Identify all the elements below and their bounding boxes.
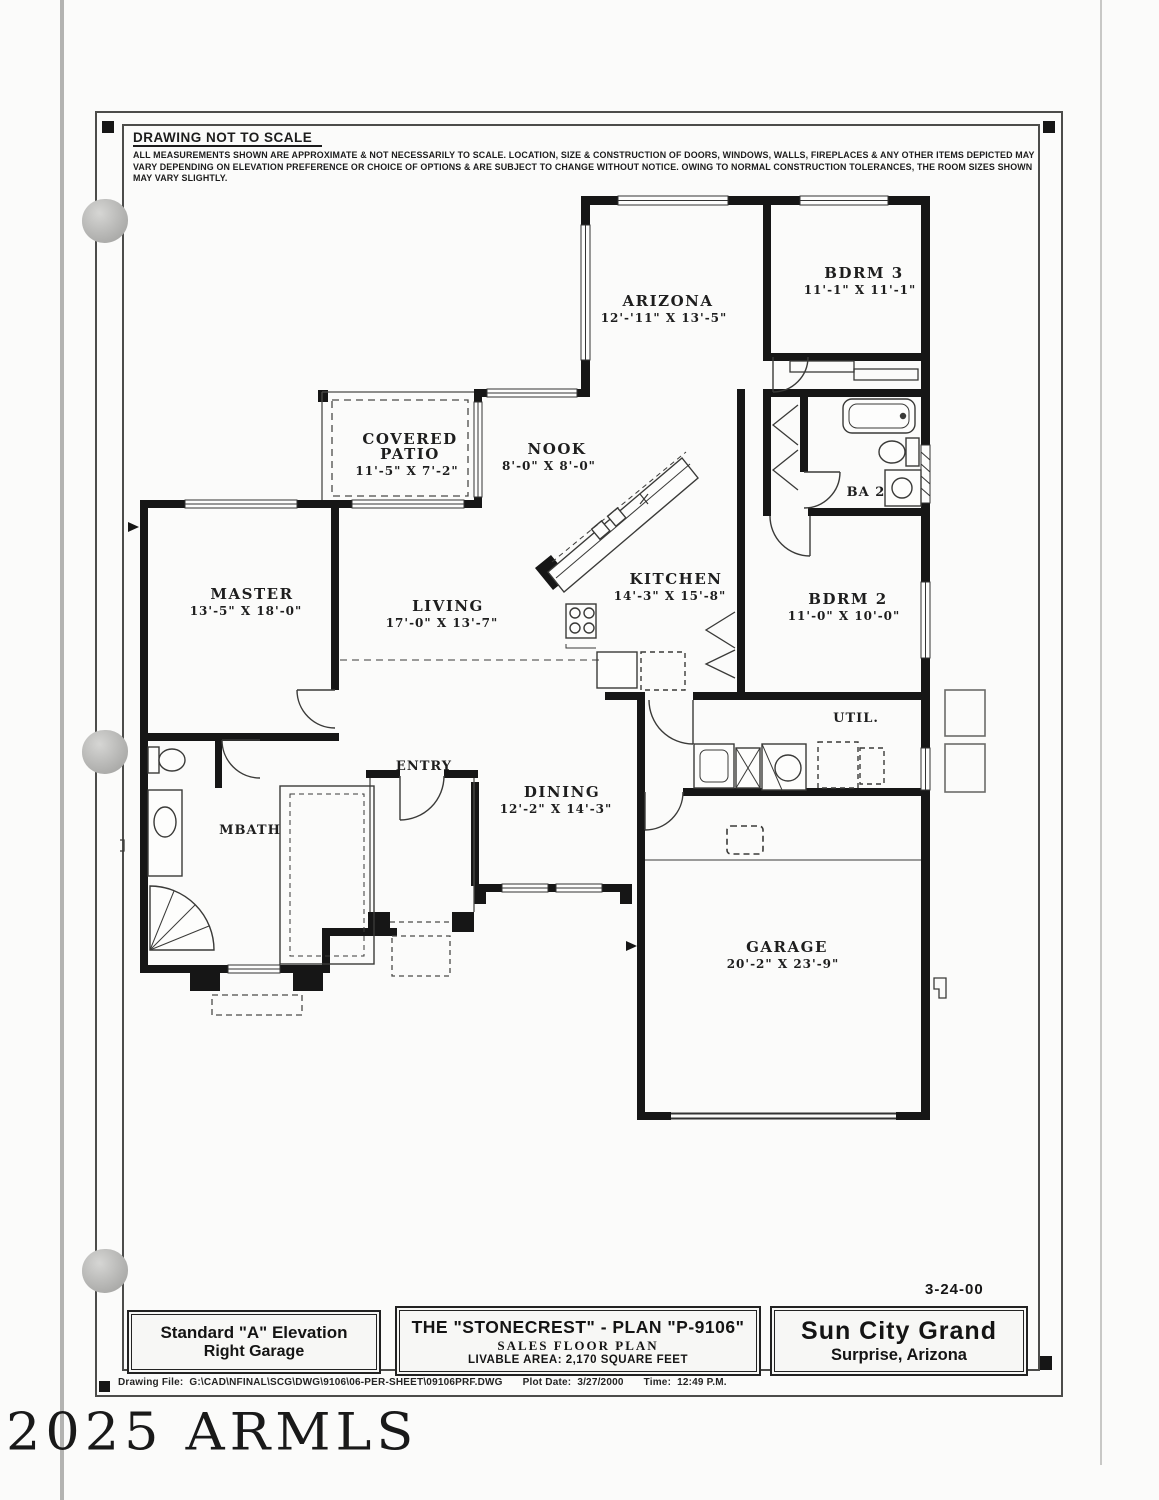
room-label-living: LIVING <box>412 597 484 615</box>
bay-window-master-bath <box>212 995 302 1015</box>
room-dims-patio: 11'-5" X 7'-2" <box>355 464 459 478</box>
room-label-ba2: BA 2 <box>846 485 886 500</box>
room-dims-master: 13'-5" X 18'-0" <box>189 604 303 618</box>
room-labels <box>190 264 917 971</box>
plot-date-label: Plot Date: <box>522 1377 572 1388</box>
page-right-edge <box>1100 0 1102 1465</box>
elevation-line1: Standard "A" Elevation <box>160 1323 348 1342</box>
corner-mark-bottom-left <box>99 1381 110 1392</box>
room-label-covered: COVERED <box>362 430 458 448</box>
disclaimer-body: ALL MEASUREMENTS SHOWN ARE APPROXIMATE & NOT NECESSARILY TO SCALE. LOCATION, SIZE & CONSTRUCTION OF DOORS, WINDOWS, WALLS, FIREPLACES & ANY OTHER ITEMS DEPICTED MAY VARY DEPENDING ON ELEVATION PREFERENCE OR CHOICE OF OPTIONS & ARE SUBJECT TO CHANGE WITHOUT NOTICE. OWING TO NORMAL CONSTRUCTION TOLERANCES, THE ROOM SIZES SHOWN MAY VARY SLIGHTLY. <box>133 150 1035 184</box>
room-label-mbath: MBATH <box>219 823 281 838</box>
room-label-master: MASTER <box>210 585 294 603</box>
hole-punch-bottom <box>82 1249 128 1293</box>
room-label-kitchen: KITCHEN <box>629 570 723 588</box>
drawing-file-label: Drawing File: <box>118 1377 184 1388</box>
room-label-entry: ENTRY <box>395 759 453 774</box>
room-label-bdrm3: BDRM 3 <box>824 264 904 282</box>
room-dims-arizona: 12'-'11" X 13'-5" <box>600 311 728 325</box>
disclaimer-title: DRAWING NOT TO SCALE <box>133 130 322 147</box>
room-dims-living: 17'-0" X 13'-7" <box>385 616 499 630</box>
room-dims-kitchen: 14'-3" X 15'-8" <box>613 589 727 603</box>
page-left-edge <box>60 0 64 1500</box>
plan-livable-area: LIVABLE AREA: 2,170 SQUARE FEET <box>468 1353 688 1366</box>
room-label-garage: GARAGE <box>746 938 828 956</box>
room-label-arizona: ARIZONA <box>622 292 714 310</box>
room-dims-nook: 8'-0" X 8'-0" <box>502 459 596 473</box>
title-block-plan <box>395 1306 761 1376</box>
room-label-bdrm2: BDRM 2 <box>808 590 888 608</box>
plan-subtitle: SALES FLOOR PLAN <box>497 1337 659 1353</box>
title-block-community <box>770 1306 1028 1376</box>
entry-porch <box>370 778 474 976</box>
corner-mark-bottom-right <box>1040 1356 1052 1370</box>
community-location: Surprise, Arizona <box>830 1346 967 1364</box>
room-label-util: UTIL. <box>833 711 879 726</box>
room-label-nook: NOOK <box>527 440 587 458</box>
room-dims-bdrm2: 11'-0" X 10'-0" <box>787 609 901 623</box>
time-label: Time: <box>643 1377 672 1388</box>
utility-fixtures <box>694 742 884 790</box>
disclaimer-block <box>133 129 1035 185</box>
room-label-patio: PATIO <box>380 445 440 463</box>
elevation-line2: Right Garage <box>203 1343 305 1360</box>
title-block-elevation <box>127 1310 381 1374</box>
floor-plan-drawing <box>120 185 1040 1185</box>
room-dims-dining: 12'-2" X 14'-3" <box>499 802 613 816</box>
corner-mark-top-left <box>102 121 114 133</box>
room-dims-garage: 20'-2" X 23'-9" <box>726 957 840 971</box>
plot-info-line <box>118 1377 733 1388</box>
armls-watermark: 2025 ARMLS <box>6 1401 419 1462</box>
plan-name: THE "STONECREST" - PLAN "P-9106" <box>411 1316 745 1337</box>
corner-mark-top-right <box>1043 121 1055 133</box>
community-name: Sun City Grand <box>801 1317 997 1345</box>
walls <box>140 196 930 1120</box>
room-dims-bdrm3: 11'-1" X 11'-1" <box>803 283 917 297</box>
room-label-dining: DINING <box>523 783 601 801</box>
time-value: 12:49 P.M. <box>677 1377 727 1388</box>
plot-date-value: 3/27/2000 <box>577 1377 624 1388</box>
drawing-file-path: G:\CAD\NFINAL\SCG\DWG\9106\06-PER-SHEET\09106PRF.DWG <box>189 1377 503 1388</box>
revision-date: 3-24-00 <box>925 1281 984 1298</box>
